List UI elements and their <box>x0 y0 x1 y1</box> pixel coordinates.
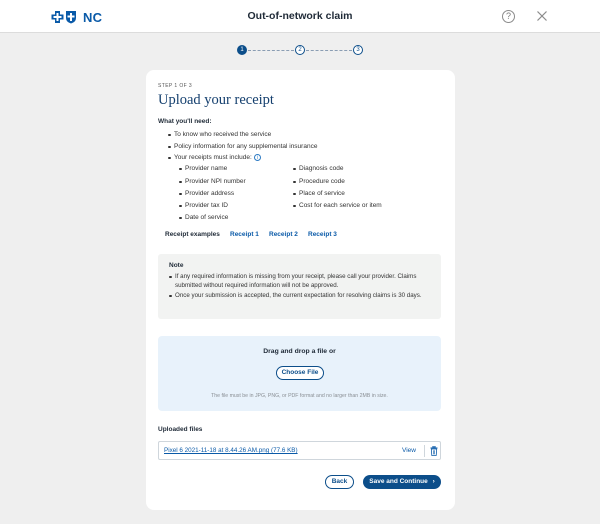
receipt-requirement: Date of service <box>185 214 229 221</box>
step-1: 1 <box>237 45 247 55</box>
divider <box>424 445 425 457</box>
receipt-requirement: Procedure code <box>299 178 345 185</box>
chevron-right-icon: › <box>432 478 435 485</box>
receipt-requirement: Cost for each service or item <box>299 202 382 209</box>
save-and-continue-label: Save and Continue <box>369 478 428 485</box>
receipt-requirement: Place of service <box>299 190 345 197</box>
uploaded-file-row <box>158 441 441 460</box>
step-label: STEP 1 OF 3 <box>158 83 193 89</box>
question-circle-icon: ? <box>505 11 511 21</box>
logo-text: NC <box>83 9 103 25</box>
needs-item-label: Your receipts must include: <box>174 154 252 161</box>
receipt-requirement: Diagnosis code <box>299 165 344 172</box>
stepper-connector <box>248 50 294 51</box>
file-drop-zone[interactable] <box>158 336 441 411</box>
receipt-requirement: Provider name <box>185 165 228 172</box>
view-file-link[interactable]: View <box>402 447 416 454</box>
receipt-requirement: Provider NPI number <box>185 178 246 185</box>
receipt-3-link[interactable]: Receipt 3 <box>308 231 337 238</box>
note-box <box>158 254 441 319</box>
needs-item <box>174 154 261 161</box>
note-item: Once your submission is accepted, the current expectation for resolving claims is 30 days. <box>175 292 437 301</box>
upload-card <box>146 70 455 510</box>
uploaded-file-link[interactable]: Pixel 6 2021-11-18 at 8.44.26 AM.png (77.6 KB) <box>164 447 298 454</box>
back-button[interactable]: Back <box>325 475 354 489</box>
needs-title: What you'll need: <box>158 118 212 125</box>
note-item: If any required information is missing from your receipt, please call your provider. Claims submitted without required information will not be approved. <box>175 273 437 290</box>
page-title: Out-of-network claim <box>247 10 353 22</box>
drop-title: Drag and drop a file or <box>263 348 336 355</box>
app-header <box>0 0 600 33</box>
uploaded-files-title: Uploaded files <box>158 426 203 433</box>
receipt-requirement: Provider tax ID <box>185 202 228 209</box>
help-button[interactable] <box>502 10 515 23</box>
receipt-requirement: Provider address <box>185 190 235 197</box>
receipt-1-link[interactable]: Receipt 1 <box>230 231 259 238</box>
progress-stepper <box>0 45 600 59</box>
needs-item: Policy information for any supplemental insurance <box>174 143 318 150</box>
receipt-2-link[interactable]: Receipt 2 <box>269 231 298 238</box>
step-3: 3 <box>353 45 363 55</box>
info-icon[interactable]: i <box>254 154 261 161</box>
step-2: 2 <box>295 45 305 55</box>
card-heading: Upload your receipt <box>158 92 274 108</box>
close-icon[interactable] <box>535 9 549 23</box>
choose-file-button[interactable]: Choose File <box>276 366 324 380</box>
stepper-connector <box>306 50 352 51</box>
file-format-hint: The file must be in JPG, PNG, or PDF format and no larger than 2MB in size. <box>211 393 388 399</box>
note-title: Note <box>169 262 184 269</box>
trash-icon[interactable] <box>430 446 438 456</box>
needs-item: To know who received the service <box>174 131 272 138</box>
save-and-continue-button[interactable] <box>363 475 441 489</box>
receipt-examples-label: Receipt examples <box>165 231 220 238</box>
